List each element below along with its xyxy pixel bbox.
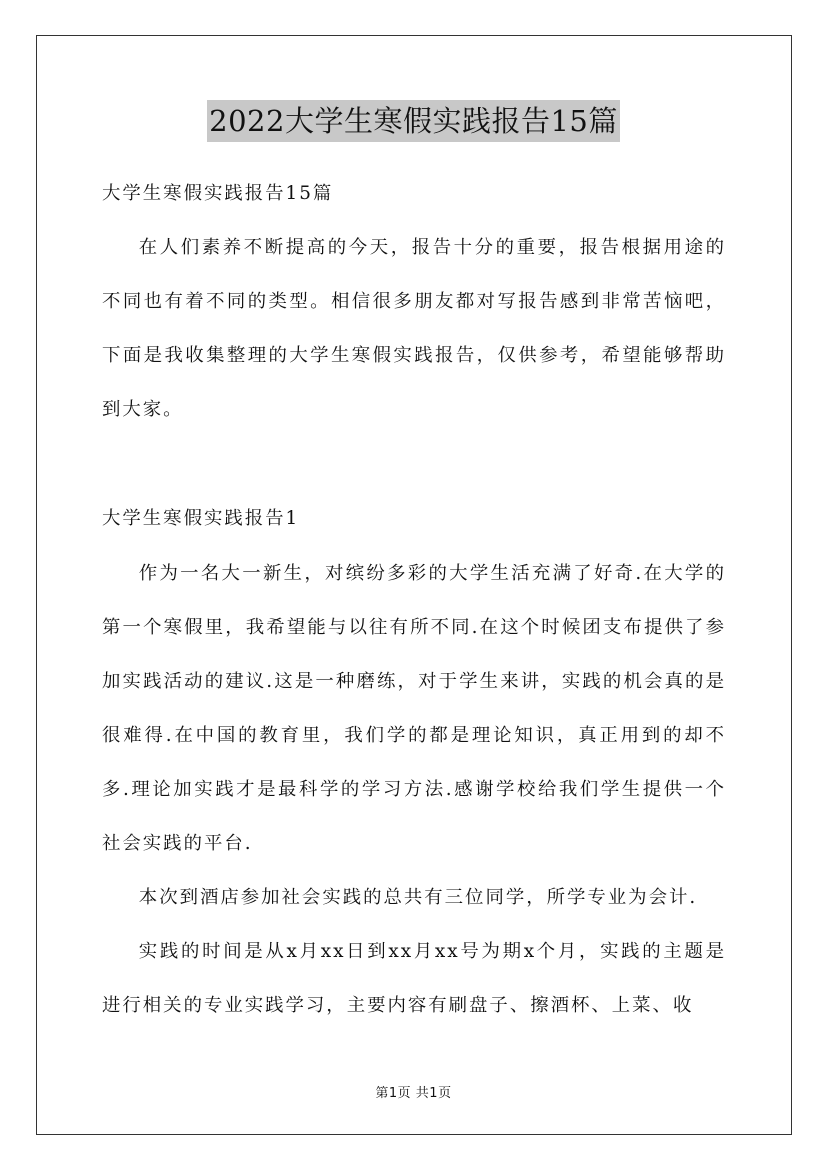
page-footer: 第1页 共1页 [375,1086,452,1101]
document-subtitle: 大学生寒假实践报告15篇 [102,183,334,204]
document-title: 2022大学生寒假实践报告15篇 [207,100,620,142]
title-container [0,100,827,142]
section-heading: 大学生寒假实践报告1 [102,508,300,529]
intro-paragraph: 在人们素养不断提高的今天，报告十分的重要，报告根据用途的不同也有着不同的类型。相信很多朋友都对写报告感到非常苦恼吧，下面是我收集整理的大学生寒假实践报告，仅供参考，希望能够帮助到大家。 [102,237,726,420]
body-paragraph: 实践的时间是从x月xx日到xx月xx号为期x个月，实践的主题是进行相关的专业实践学习，主要内容有刷盘子、擦酒杯、上菜、收 [102,941,726,1016]
body-paragraph: 作为一名大一新生，对缤纷多彩的大学生活充满了好奇.在大学的第一个寒假里，我希望能与以往有所不同.在这个时候团支布提供了参加实践活动的建议.这是一种磨练，对于学生来讲，实践的机会真的是很难得.在中国的教育里，我们学的都是理论知识，真正用到的却不多.理论加实践才是最科学的学习方法.感谢学校给我们学生提供一个社会实践的平台. [102,563,726,854]
body-paragraph: 本次到酒店参加社会实践的总共有三位同学，所学专业为会计. [138,887,698,908]
